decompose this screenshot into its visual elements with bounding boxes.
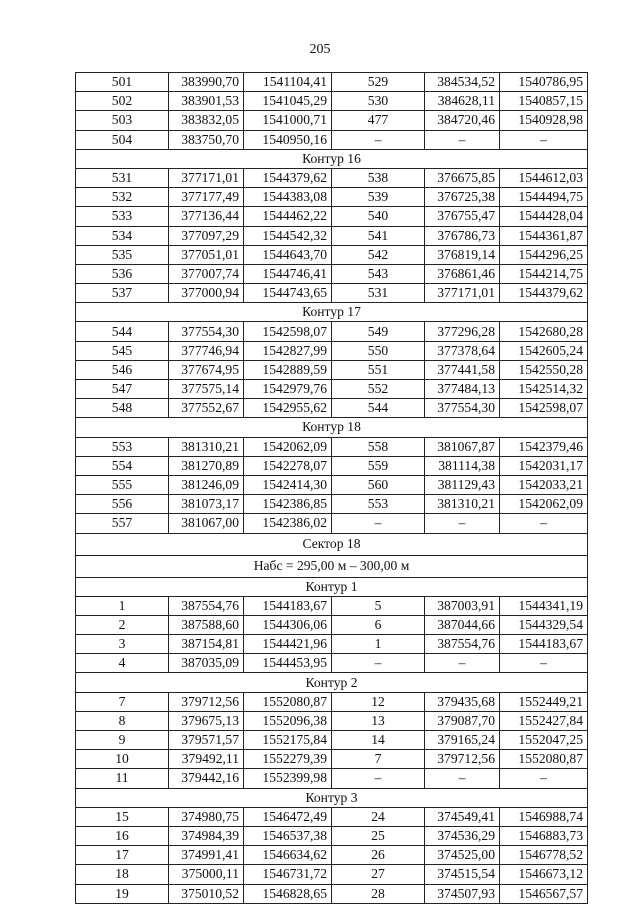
point-number-cell: 13: [332, 711, 425, 730]
x-coordinate-cell: 379712,56: [425, 750, 500, 769]
x-coordinate-cell: 377296,28: [425, 322, 500, 341]
x-coordinate-cell: 383750,70: [169, 130, 244, 149]
point-number-cell: –: [332, 514, 425, 533]
x-coordinate-cell: 374507,93: [425, 884, 500, 903]
y-coordinate-cell: 1544361,87: [500, 226, 588, 245]
y-coordinate-cell: 1552175,84: [244, 731, 332, 750]
point-number-cell: 529: [332, 73, 425, 92]
table-row: [76, 731, 588, 750]
y-coordinate-cell: 1542379,46: [500, 437, 588, 456]
x-coordinate-cell: 383832,05: [169, 111, 244, 130]
x-coordinate-cell: 375010,52: [169, 884, 244, 903]
x-coordinate-cell: 374980,75: [169, 807, 244, 826]
y-coordinate-cell: 1541104,41: [244, 73, 332, 92]
y-coordinate-cell: 1552449,21: [500, 692, 588, 711]
y-coordinate-cell: 1544743,65: [244, 284, 332, 303]
y-coordinate-cell: 1544746,41: [244, 264, 332, 283]
point-number-cell: 5: [332, 596, 425, 615]
x-coordinate-cell: 376675,85: [425, 168, 500, 187]
y-coordinate-cell: 1552399,98: [244, 769, 332, 788]
section-heading-row: [76, 149, 588, 168]
x-coordinate-cell: 379675,13: [169, 711, 244, 730]
point-number-cell: –: [332, 130, 425, 149]
x-coordinate-cell: –: [425, 769, 500, 788]
section-heading-row: [76, 555, 588, 577]
y-coordinate-cell: 1546731,72: [244, 865, 332, 884]
table-row: [76, 399, 588, 418]
table-row: [76, 615, 588, 634]
x-coordinate-cell: 381114,38: [425, 456, 500, 475]
page-number: 205: [309, 42, 331, 57]
y-coordinate-cell: 1552080,87: [500, 750, 588, 769]
x-coordinate-cell: 384720,46: [425, 111, 500, 130]
x-coordinate-cell: 383901,53: [169, 92, 244, 111]
y-coordinate-cell: 1542827,99: [244, 341, 332, 360]
coordinates-table: [75, 72, 588, 904]
table-row: [76, 456, 588, 475]
table-row: [76, 884, 588, 903]
point-number-cell: 4: [76, 654, 169, 673]
point-number-cell: 504: [76, 130, 169, 149]
table-row: [76, 495, 588, 514]
x-coordinate-cell: 381067,00: [169, 514, 244, 533]
table-row: [76, 846, 588, 865]
table-row: [76, 654, 588, 673]
point-number-cell: 10: [76, 750, 169, 769]
section-heading: Контур 2: [76, 673, 588, 692]
x-coordinate-cell: 387003,91: [425, 596, 500, 615]
y-coordinate-cell: 1542979,76: [244, 380, 332, 399]
point-number-cell: 560: [332, 475, 425, 494]
y-coordinate-cell: 1544296,25: [500, 245, 588, 264]
y-coordinate-cell: 1542955,62: [244, 399, 332, 418]
point-number-cell: 547: [76, 380, 169, 399]
x-coordinate-cell: 379492,11: [169, 750, 244, 769]
point-number-cell: 16: [76, 826, 169, 845]
point-number-cell: 534: [76, 226, 169, 245]
table-row: [76, 514, 588, 533]
point-number-cell: 531: [76, 168, 169, 187]
y-coordinate-cell: 1542889,59: [244, 360, 332, 379]
point-number-cell: 28: [332, 884, 425, 903]
y-coordinate-cell: 1542680,28: [500, 322, 588, 341]
y-coordinate-cell: 1546988,74: [500, 807, 588, 826]
table-row: [76, 73, 588, 92]
point-number-cell: 27: [332, 865, 425, 884]
point-number-cell: 14: [332, 731, 425, 750]
x-coordinate-cell: 376725,38: [425, 188, 500, 207]
y-coordinate-cell: 1552047,25: [500, 731, 588, 750]
y-coordinate-cell: 1542598,07: [500, 399, 588, 418]
table-row: [76, 750, 588, 769]
point-number-cell: 535: [76, 245, 169, 264]
x-coordinate-cell: 387044,66: [425, 615, 500, 634]
point-number-cell: 530: [332, 92, 425, 111]
y-coordinate-cell: 1542031,17: [500, 456, 588, 475]
point-number-cell: 555: [76, 475, 169, 494]
y-coordinate-cell: 1542062,09: [500, 495, 588, 514]
x-coordinate-cell: 381129,43: [425, 475, 500, 494]
x-coordinate-cell: 374525,00: [425, 846, 500, 865]
point-number-cell: 558: [332, 437, 425, 456]
point-number-cell: 538: [332, 168, 425, 187]
table-row: [76, 284, 588, 303]
y-coordinate-cell: 1542386,02: [244, 514, 332, 533]
section-heading: Контур 17: [76, 303, 588, 322]
y-coordinate-cell: 1542386,85: [244, 495, 332, 514]
section-heading-row: [76, 577, 588, 596]
section-heading: Контур 16: [76, 149, 588, 168]
point-number-cell: 26: [332, 846, 425, 865]
point-number-cell: 477: [332, 111, 425, 130]
y-coordinate-cell: 1541045,29: [244, 92, 332, 111]
section-heading: Контур 18: [76, 418, 588, 437]
table-row: [76, 360, 588, 379]
y-coordinate-cell: 1544462,22: [244, 207, 332, 226]
table-row: [76, 322, 588, 341]
point-number-cell: 9: [76, 731, 169, 750]
y-coordinate-cell: 1552096,38: [244, 711, 332, 730]
y-coordinate-cell: –: [500, 769, 588, 788]
table-row: [76, 264, 588, 283]
x-coordinate-cell: 377575,14: [169, 380, 244, 399]
y-coordinate-cell: 1542414,30: [244, 475, 332, 494]
table-row: [76, 826, 588, 845]
table-row: [76, 341, 588, 360]
x-coordinate-cell: 387554,76: [169, 596, 244, 615]
x-coordinate-cell: –: [425, 514, 500, 533]
x-coordinate-cell: 381067,87: [425, 437, 500, 456]
x-coordinate-cell: 384628,11: [425, 92, 500, 111]
table-row: [76, 692, 588, 711]
x-coordinate-cell: 375000,11: [169, 865, 244, 884]
y-coordinate-cell: 1546567,57: [500, 884, 588, 903]
table-row: [76, 207, 588, 226]
table-row: [76, 635, 588, 654]
table-row: [76, 188, 588, 207]
point-number-cell: 531: [332, 284, 425, 303]
x-coordinate-cell: 381246,09: [169, 475, 244, 494]
section-heading-row: [76, 788, 588, 807]
table-row: [76, 475, 588, 494]
table-row: [76, 807, 588, 826]
x-coordinate-cell: 381310,21: [425, 495, 500, 514]
point-number-cell: 537: [76, 284, 169, 303]
point-number-cell: 549: [332, 322, 425, 341]
y-coordinate-cell: 1544183,67: [500, 635, 588, 654]
section-heading-row: [76, 673, 588, 692]
y-coordinate-cell: 1544379,62: [500, 284, 588, 303]
y-coordinate-cell: 1546778,52: [500, 846, 588, 865]
y-coordinate-cell: 1552279,39: [244, 750, 332, 769]
point-number-cell: 15: [76, 807, 169, 826]
y-coordinate-cell: 1544183,67: [244, 596, 332, 615]
y-coordinate-cell: 1544329,54: [500, 615, 588, 634]
point-number-cell: 543: [332, 264, 425, 283]
y-coordinate-cell: 1544421,96: [244, 635, 332, 654]
y-coordinate-cell: 1546634,62: [244, 846, 332, 865]
x-coordinate-cell: 374984,39: [169, 826, 244, 845]
y-coordinate-cell: 1544428,04: [500, 207, 588, 226]
point-number-cell: 540: [332, 207, 425, 226]
point-number-cell: 546: [76, 360, 169, 379]
x-coordinate-cell: 377097,29: [169, 226, 244, 245]
x-coordinate-cell: 381270,89: [169, 456, 244, 475]
x-coordinate-cell: 381310,21: [169, 437, 244, 456]
y-coordinate-cell: 1542278,07: [244, 456, 332, 475]
x-coordinate-cell: 387035,09: [169, 654, 244, 673]
point-number-cell: 2: [76, 615, 169, 634]
x-coordinate-cell: 376819,14: [425, 245, 500, 264]
table-row: [76, 769, 588, 788]
x-coordinate-cell: 377554,30: [425, 399, 500, 418]
x-coordinate-cell: 377051,01: [169, 245, 244, 264]
y-coordinate-cell: 1544341,19: [500, 596, 588, 615]
point-number-cell: 11: [76, 769, 169, 788]
x-coordinate-cell: 377000,94: [169, 284, 244, 303]
x-coordinate-cell: 377674,95: [169, 360, 244, 379]
point-number-cell: 3: [76, 635, 169, 654]
y-coordinate-cell: 1544612,03: [500, 168, 588, 187]
x-coordinate-cell: 387554,76: [425, 635, 500, 654]
y-coordinate-cell: 1546883,73: [500, 826, 588, 845]
x-coordinate-cell: 381073,17: [169, 495, 244, 514]
y-coordinate-cell: 1540928,98: [500, 111, 588, 130]
point-number-cell: 551: [332, 360, 425, 379]
x-coordinate-cell: 377746,94: [169, 341, 244, 360]
y-coordinate-cell: 1544643,70: [244, 245, 332, 264]
section-heading-row: [76, 303, 588, 322]
point-number-cell: 541: [332, 226, 425, 245]
point-number-cell: 556: [76, 495, 169, 514]
point-number-cell: 542: [332, 245, 425, 264]
x-coordinate-cell: –: [425, 654, 500, 673]
table-row: [76, 380, 588, 399]
x-coordinate-cell: 374549,41: [425, 807, 500, 826]
y-coordinate-cell: 1544214,75: [500, 264, 588, 283]
x-coordinate-cell: 374515,54: [425, 865, 500, 884]
x-coordinate-cell: 377378,64: [425, 341, 500, 360]
point-number-cell: 501: [76, 73, 169, 92]
x-coordinate-cell: 379435,68: [425, 692, 500, 711]
y-coordinate-cell: 1542033,21: [500, 475, 588, 494]
point-number-cell: 1: [76, 596, 169, 615]
section-heading-row: [76, 418, 588, 437]
y-coordinate-cell: 1540857,15: [500, 92, 588, 111]
x-coordinate-cell: 377171,01: [425, 284, 500, 303]
y-coordinate-cell: 1542550,28: [500, 360, 588, 379]
x-coordinate-cell: 377171,01: [169, 168, 244, 187]
table-row: [76, 111, 588, 130]
x-coordinate-cell: –: [425, 130, 500, 149]
point-number-cell: 536: [76, 264, 169, 283]
x-coordinate-cell: 379712,56: [169, 692, 244, 711]
point-number-cell: 502: [76, 92, 169, 111]
point-number-cell: 539: [332, 188, 425, 207]
y-coordinate-cell: 1544453,95: [244, 654, 332, 673]
point-number-cell: 544: [76, 322, 169, 341]
point-number-cell: 552: [332, 380, 425, 399]
point-number-cell: 8: [76, 711, 169, 730]
point-number-cell: 553: [76, 437, 169, 456]
x-coordinate-cell: 377177,49: [169, 188, 244, 207]
point-number-cell: 550: [332, 341, 425, 360]
table-row: [76, 92, 588, 111]
point-number-cell: 25: [332, 826, 425, 845]
x-coordinate-cell: 374536,29: [425, 826, 500, 845]
section-heading: Контур 3: [76, 788, 588, 807]
y-coordinate-cell: 1542605,24: [500, 341, 588, 360]
y-coordinate-cell: 1552427,84: [500, 711, 588, 730]
x-coordinate-cell: 383990,70: [169, 73, 244, 92]
table-row: [76, 226, 588, 245]
x-coordinate-cell: 379087,70: [425, 711, 500, 730]
point-number-cell: –: [332, 654, 425, 673]
point-number-cell: 24: [332, 807, 425, 826]
point-number-cell: 554: [76, 456, 169, 475]
point-number-cell: 6: [332, 615, 425, 634]
y-coordinate-cell: 1540786,95: [500, 73, 588, 92]
table-row: [76, 865, 588, 884]
x-coordinate-cell: 377007,74: [169, 264, 244, 283]
point-number-cell: 7: [76, 692, 169, 711]
point-number-cell: 12: [332, 692, 425, 711]
y-coordinate-cell: –: [500, 514, 588, 533]
point-number-cell: 557: [76, 514, 169, 533]
y-coordinate-cell: –: [500, 130, 588, 149]
table-row: [76, 437, 588, 456]
x-coordinate-cell: 376786,73: [425, 226, 500, 245]
x-coordinate-cell: 379442,16: [169, 769, 244, 788]
point-number-cell: 545: [76, 341, 169, 360]
y-coordinate-cell: 1544379,62: [244, 168, 332, 187]
y-coordinate-cell: 1542514,32: [500, 380, 588, 399]
y-coordinate-cell: 1542598,07: [244, 322, 332, 341]
section-heading: Контур 1: [76, 577, 588, 596]
x-coordinate-cell: 376755,47: [425, 207, 500, 226]
point-number-cell: 17: [76, 846, 169, 865]
x-coordinate-cell: 387154,81: [169, 635, 244, 654]
y-coordinate-cell: 1546472,49: [244, 807, 332, 826]
point-number-cell: 18: [76, 865, 169, 884]
point-number-cell: 19: [76, 884, 169, 903]
point-number-cell: 1: [332, 635, 425, 654]
y-coordinate-cell: 1540950,16: [244, 130, 332, 149]
x-coordinate-cell: 374991,41: [169, 846, 244, 865]
y-coordinate-cell: 1541000,71: [244, 111, 332, 130]
y-coordinate-cell: 1544306,06: [244, 615, 332, 634]
point-number-cell: 553: [332, 495, 425, 514]
section-heading-row: [76, 533, 588, 555]
point-number-cell: 533: [76, 207, 169, 226]
x-coordinate-cell: 377552,67: [169, 399, 244, 418]
point-number-cell: –: [332, 769, 425, 788]
section-heading: Сектор 18: [76, 533, 588, 555]
point-number-cell: 532: [76, 188, 169, 207]
table-row: [76, 130, 588, 149]
x-coordinate-cell: 384534,52: [425, 73, 500, 92]
point-number-cell: 544: [332, 399, 425, 418]
y-coordinate-cell: 1546673,12: [500, 865, 588, 884]
point-number-cell: 503: [76, 111, 169, 130]
y-coordinate-cell: 1542062,09: [244, 437, 332, 456]
x-coordinate-cell: 387588,60: [169, 615, 244, 634]
y-coordinate-cell: 1546828,65: [244, 884, 332, 903]
table-row: [76, 168, 588, 187]
y-coordinate-cell: 1546537,38: [244, 826, 332, 845]
point-number-cell: 7: [332, 750, 425, 769]
x-coordinate-cell: 377441,58: [425, 360, 500, 379]
x-coordinate-cell: 377136,44: [169, 207, 244, 226]
table-row: [76, 596, 588, 615]
y-coordinate-cell: 1544542,32: [244, 226, 332, 245]
section-heading: Набс = 295,00 м – 300,00 м: [76, 555, 588, 577]
y-coordinate-cell: 1552080,87: [244, 692, 332, 711]
point-number-cell: 548: [76, 399, 169, 418]
x-coordinate-cell: 376861,46: [425, 264, 500, 283]
y-coordinate-cell: 1544383,08: [244, 188, 332, 207]
x-coordinate-cell: 377484,13: [425, 380, 500, 399]
x-coordinate-cell: 377554,30: [169, 322, 244, 341]
point-number-cell: 559: [332, 456, 425, 475]
x-coordinate-cell: 379571,57: [169, 731, 244, 750]
table-row: [76, 711, 588, 730]
y-coordinate-cell: 1544494,75: [500, 188, 588, 207]
y-coordinate-cell: –: [500, 654, 588, 673]
x-coordinate-cell: 379165,24: [425, 731, 500, 750]
table-row: [76, 245, 588, 264]
